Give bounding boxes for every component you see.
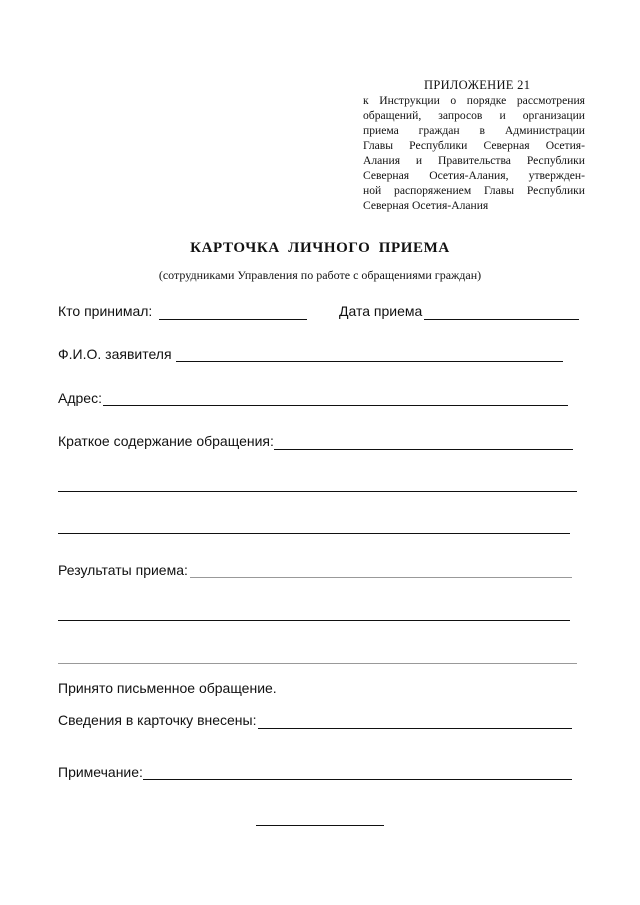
applicant-name-label: Ф.И.О. заявителя: [58, 346, 172, 362]
appendix-line: ной распоряжением Главы Республики: [363, 184, 585, 197]
appendix-line: Алания и Правительства Республики: [363, 154, 585, 167]
results-line-3[interactable]: [58, 663, 577, 664]
appendix-title: ПРИЛОЖЕНИЕ 21: [424, 78, 531, 92]
summary-field[interactable]: [274, 449, 573, 450]
results-label: Результаты приема:: [58, 562, 188, 578]
summary-line-2[interactable]: [58, 491, 577, 492]
appendix-line: Главы Республики Северная Осетия-: [363, 139, 585, 152]
bottom-separator: [256, 825, 384, 826]
card-entered-label: Сведения в карточку внесены:: [58, 712, 257, 728]
appendix-text: [363, 93, 585, 213]
document-subtitle: (сотрудниками Управления по работе с обращениями граждан): [158, 268, 482, 282]
note-field[interactable]: [143, 779, 572, 780]
results-field[interactable]: [190, 577, 572, 578]
received-by-field[interactable]: [159, 319, 307, 320]
results-line-2[interactable]: [58, 620, 570, 621]
appendix-line: к Инструкции о порядке рассмотрения: [363, 94, 585, 107]
summary-label: Краткое содержание обращения:: [58, 433, 274, 449]
appendix-line: приема граждан в Администрации: [363, 124, 585, 137]
applicant-name-field[interactable]: [176, 361, 563, 362]
card-entered-field[interactable]: [258, 728, 572, 729]
appendix-line: Северная Осетия-Алания, утвержден-: [363, 169, 585, 182]
written-accepted-label: Принято письменное обращение.: [58, 680, 277, 696]
document-title: КАРТОЧКА ЛИЧНОГО ПРИЕМА: [190, 240, 450, 256]
received-by-label: Кто принимал:: [58, 303, 153, 319]
address-field[interactable]: [103, 405, 568, 406]
note-label: Примечание:: [58, 764, 143, 780]
appendix-line: обращений, запросов и организации: [363, 109, 585, 122]
date-field[interactable]: [424, 319, 579, 320]
summary-line-3[interactable]: [58, 533, 570, 534]
appendix-line: Северная Осетия-Алания: [363, 199, 489, 212]
date-label: Дата приема: [339, 303, 423, 319]
address-label: Адрес:: [58, 390, 102, 406]
